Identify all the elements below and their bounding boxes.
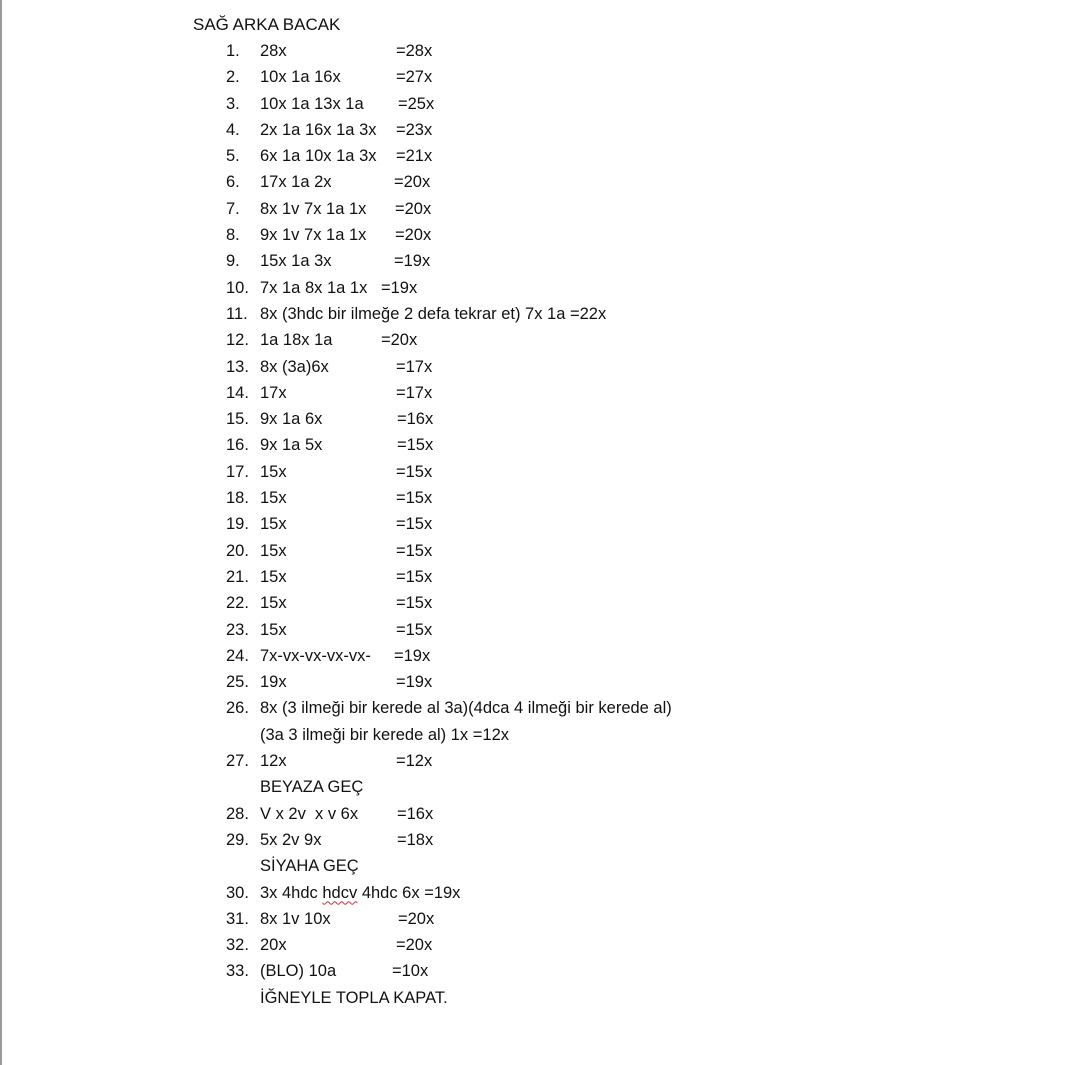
row-number: 29. bbox=[226, 830, 249, 849]
row-instruction: 1a 18x 1a bbox=[260, 331, 333, 350]
row-instruction: 8x (3a)6x bbox=[260, 357, 329, 376]
row-stitch-count: =19x bbox=[396, 673, 433, 692]
instruction-part: 3x 4hdc bbox=[260, 883, 323, 902]
row-number: 32. bbox=[226, 936, 249, 955]
row-instruction: 17x bbox=[260, 383, 287, 402]
pattern-rows bbox=[226, 38, 1026, 1011]
row-instruction: 8x (3 ilmeği bir kerede al 3a)(4dca 4 ilmeği bir kerede al) bbox=[260, 699, 672, 718]
row-stitch-count: =20x bbox=[381, 331, 418, 350]
pattern-row bbox=[226, 906, 1026, 932]
row-instruction: 15x bbox=[260, 541, 287, 560]
row-stitch-count: =10x bbox=[392, 962, 429, 981]
row-instruction: 7x-vx-vx-vx-vx- bbox=[260, 646, 371, 665]
row-number: 5. bbox=[226, 147, 240, 166]
row-stitch-count: =20x bbox=[394, 173, 431, 192]
row-number: 18. bbox=[226, 489, 249, 508]
pattern-row bbox=[226, 196, 1026, 222]
row-number: 4. bbox=[226, 120, 240, 139]
row-instruction: 12x bbox=[260, 752, 287, 771]
pattern-row bbox=[226, 275, 1026, 301]
pattern-row bbox=[226, 117, 1026, 143]
pattern-row bbox=[226, 932, 1026, 958]
row-stitch-count: =12x bbox=[396, 752, 433, 771]
row-stitch-count: =28x bbox=[396, 42, 433, 60]
row-instruction: 20x bbox=[260, 936, 287, 955]
row-stitch-count: =27x bbox=[396, 68, 433, 87]
row-number: 20. bbox=[226, 541, 249, 560]
row-number: 31. bbox=[226, 909, 249, 928]
row-stitch-count: =16x bbox=[397, 804, 434, 823]
row-instruction: (3a 3 ilmeği bir kerede al) 1x =12x bbox=[260, 725, 509, 744]
row-stitch-count: =19x bbox=[394, 646, 431, 665]
row-number: 2. bbox=[226, 68, 240, 87]
row-instruction: 28x bbox=[260, 42, 287, 60]
page-title: SAĞ ARKA BACAK bbox=[193, 15, 341, 34]
row-instruction: 15x 1a 3x bbox=[260, 252, 332, 271]
row-instruction: 5x 2v 9x bbox=[260, 830, 322, 849]
row-instruction: 10x 1a 16x bbox=[260, 68, 341, 87]
row-number: 28. bbox=[226, 804, 249, 823]
row-instruction: 15x bbox=[260, 594, 287, 613]
row-instruction: BEYAZA GEÇ bbox=[260, 778, 364, 797]
pattern-row bbox=[226, 801, 1026, 827]
row-number: 12. bbox=[226, 331, 249, 350]
pattern-row bbox=[226, 222, 1026, 248]
row-number: 1. bbox=[226, 42, 240, 60]
row-stitch-count: =15x bbox=[396, 567, 433, 586]
row-number: 6. bbox=[226, 173, 240, 192]
row-number: 24. bbox=[226, 646, 249, 665]
row-number: 9. bbox=[226, 252, 240, 271]
row-instruction: 8x 1v 10x bbox=[260, 909, 331, 928]
row-stitch-count: =19x bbox=[394, 252, 431, 271]
row-stitch-count: =15x bbox=[396, 489, 433, 508]
row-number: 16. bbox=[226, 436, 249, 455]
row-stitch-count: =20x bbox=[396, 936, 433, 955]
row-instruction: 9x 1a 5x bbox=[260, 436, 323, 455]
row-instruction: 7x 1a 8x 1a 1x bbox=[260, 278, 368, 297]
row-number: 17. bbox=[226, 462, 249, 481]
row-number: 25. bbox=[226, 673, 249, 692]
row-number: 33. bbox=[226, 962, 249, 981]
row-instruction: 8x 1v 7x 1a 1x bbox=[260, 199, 367, 218]
pattern-row bbox=[226, 38, 1026, 64]
pattern-row bbox=[226, 774, 1026, 800]
pattern-row bbox=[226, 327, 1026, 353]
row-stitch-count: =15x bbox=[396, 541, 433, 560]
row-number: 22. bbox=[226, 594, 249, 613]
row-number: 13. bbox=[226, 357, 249, 376]
row-number: 7. bbox=[226, 199, 240, 218]
pattern-row bbox=[226, 643, 1026, 669]
row-instruction: 15x bbox=[260, 567, 287, 586]
row-instruction: 6x 1a 10x 1a 3x bbox=[260, 147, 377, 166]
row-number: 23. bbox=[226, 620, 249, 639]
pattern-row bbox=[226, 354, 1026, 380]
row-stitch-count: =23x bbox=[396, 120, 433, 139]
pattern-row bbox=[226, 853, 1026, 879]
row-stitch-count: =18x bbox=[397, 830, 434, 849]
pattern-row bbox=[226, 91, 1026, 117]
row-number: 10. bbox=[226, 278, 249, 297]
row-instruction: 10x 1a 13x 1a bbox=[260, 94, 364, 113]
row-stitch-count: =20x bbox=[398, 909, 435, 928]
row-number: 15. bbox=[226, 410, 249, 429]
row-number: 14. bbox=[226, 383, 249, 402]
row-stitch-count: =15x bbox=[396, 594, 433, 613]
row-stitch-count: =17x bbox=[396, 383, 433, 402]
pattern-row bbox=[226, 748, 1026, 774]
pattern-row bbox=[226, 958, 1026, 984]
pattern-row bbox=[226, 380, 1026, 406]
row-instruction: SİYAHA GEÇ bbox=[260, 857, 359, 876]
pattern-row bbox=[226, 538, 1026, 564]
pattern-row bbox=[226, 827, 1026, 853]
pattern-row bbox=[226, 695, 1026, 721]
row-instruction bbox=[260, 880, 460, 906]
pattern-row bbox=[226, 143, 1026, 169]
pattern-row bbox=[226, 722, 1026, 748]
pattern-row bbox=[226, 301, 1026, 327]
row-stitch-count: =15x bbox=[397, 436, 434, 455]
row-number: 11. bbox=[226, 304, 248, 323]
row-instruction: 17x 1a 2x bbox=[260, 173, 332, 192]
row-number: 21. bbox=[226, 567, 249, 586]
row-instruction: 2x 1a 16x 1a 3x bbox=[260, 120, 377, 139]
row-number: 19. bbox=[226, 515, 249, 534]
pattern-row bbox=[226, 248, 1026, 274]
row-stitch-count: =16x bbox=[397, 410, 434, 429]
pattern-row bbox=[226, 669, 1026, 695]
row-number: 27. bbox=[226, 752, 249, 771]
pattern-row bbox=[226, 590, 1026, 616]
row-stitch-count: =20x bbox=[395, 199, 432, 218]
row-stitch-count: =25x bbox=[398, 94, 435, 113]
pattern-row bbox=[226, 64, 1026, 90]
row-stitch-count: =15x bbox=[396, 620, 433, 639]
spellcheck-word: hdcv bbox=[322, 883, 358, 902]
row-instruction: 15x bbox=[260, 515, 287, 534]
row-stitch-count: =15x bbox=[396, 462, 433, 481]
row-instruction: İĞNEYLE TOPLA KAPAT. bbox=[260, 988, 448, 1007]
pattern-row bbox=[226, 880, 1026, 906]
row-number: 8. bbox=[226, 226, 240, 245]
pattern-row bbox=[226, 511, 1026, 537]
pattern-row bbox=[226, 485, 1026, 511]
pattern-row bbox=[226, 617, 1026, 643]
row-instruction: 19x bbox=[260, 673, 287, 692]
row-instruction: 8x (3hdc bir ilmeğe 2 defa tekrar et) 7x 1a =22x bbox=[260, 304, 607, 323]
row-instruction: (BLO) 10a bbox=[260, 962, 337, 981]
row-stitch-count: =20x bbox=[395, 226, 432, 245]
row-instruction: 15x bbox=[260, 620, 287, 639]
row-instruction: 15x bbox=[260, 462, 287, 481]
row-instruction: V x 2v x v 6x bbox=[260, 804, 359, 823]
pattern-row bbox=[226, 169, 1026, 195]
row-stitch-count: =19x bbox=[381, 278, 418, 297]
row-stitch-count: =15x bbox=[396, 515, 433, 534]
pattern-row bbox=[226, 985, 1026, 1011]
row-number: 26. bbox=[226, 699, 249, 718]
row-number: 30. bbox=[226, 883, 249, 902]
row-number: 3. bbox=[226, 94, 240, 113]
row-instruction: 9x 1a 6x bbox=[260, 410, 323, 429]
pattern-row bbox=[226, 432, 1026, 458]
pattern-row bbox=[226, 459, 1026, 485]
row-stitch-count: =17x bbox=[396, 357, 433, 376]
pattern-row bbox=[226, 564, 1026, 590]
row-stitch-count: =21x bbox=[396, 147, 433, 166]
pattern-row bbox=[226, 406, 1026, 432]
row-instruction: 9x 1v 7x 1a 1x bbox=[260, 226, 367, 245]
instruction-part: 4hdc 6x =19x bbox=[357, 883, 461, 902]
row-instruction: 15x bbox=[260, 489, 287, 508]
